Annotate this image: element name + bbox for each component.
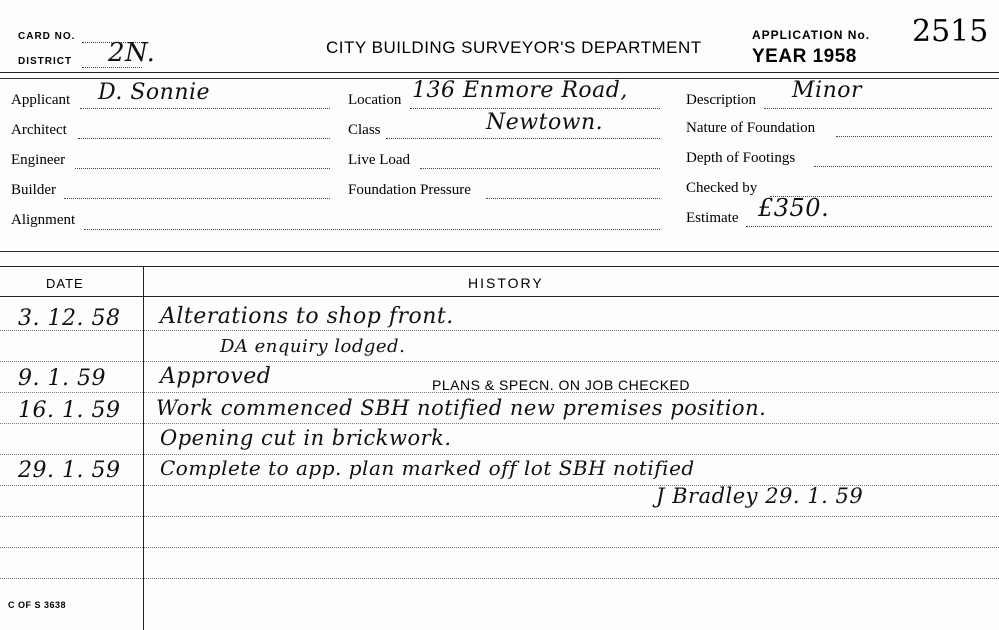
class-value: Newtown. — [486, 110, 604, 135]
row-rule — [0, 454, 999, 455]
location-label: Location — [348, 92, 402, 108]
application-label: APPLICATION No. — [752, 28, 871, 42]
live-load-line — [420, 168, 660, 169]
row-rule — [0, 547, 999, 548]
history-row-text: DA enquiry lodged. — [220, 336, 406, 357]
architect-line — [78, 138, 330, 139]
builder-line — [64, 198, 330, 199]
alignment-line — [84, 229, 660, 230]
history-row-text: Complete to app. plan marked off lot SBH notified — [160, 456, 695, 480]
depth-line — [814, 166, 992, 167]
history-top-rule — [0, 251, 999, 252]
builder-label: Builder — [11, 182, 56, 198]
nature-line — [836, 136, 992, 137]
district-label: DISTRICT — [18, 56, 73, 67]
foundation-pressure-label: Foundation Pressure — [348, 182, 471, 198]
nature-of-foundation-label: Nature of Foundation — [686, 120, 816, 136]
history-row-date: 3. 12. 58 — [18, 306, 121, 331]
history-top-rule-2 — [0, 266, 999, 267]
live-load-label: Live Load — [348, 152, 411, 168]
history-row-date: 29. 1. 59 — [18, 458, 121, 483]
foundation-pressure-line — [486, 198, 660, 199]
history-row-text: Alterations to shop front. — [160, 304, 454, 329]
row-rule — [0, 361, 999, 362]
history-header: HISTORY — [468, 275, 544, 291]
history-header-rule — [0, 296, 999, 297]
engineer-line — [75, 168, 330, 169]
estimate-line — [746, 226, 992, 227]
architect-label: Architect — [11, 122, 67, 138]
estimate-label: Estimate — [686, 210, 739, 226]
row-rule — [0, 330, 999, 331]
date-column-divider — [143, 266, 144, 630]
history-row-text: Work commenced SBH notified new premises position. — [156, 396, 767, 420]
stamp-plans-checked: PLANS & SPECN. ON JOB CHECKED — [432, 377, 691, 393]
history-row-text: Opening cut in brickwork. — [160, 426, 452, 450]
estimate-value: £350. — [758, 194, 830, 222]
signature: J Bradley 29. 1. 59 — [656, 484, 864, 508]
applicant-label: Applicant — [11, 92, 71, 108]
history-row-text: Approved — [160, 364, 272, 389]
class-label: Class — [348, 122, 381, 138]
description-value: Minor — [792, 78, 862, 103]
location-line — [410, 108, 660, 109]
applicant-value: D. Sonnie — [98, 80, 211, 105]
description-line — [764, 108, 992, 109]
row-rule — [0, 516, 999, 517]
history-row-date: 16. 1. 59 — [18, 398, 121, 423]
depth-of-footings-label: Depth of Footings — [686, 150, 796, 166]
district-value: 2N. — [108, 38, 156, 68]
year: YEAR 1958 — [752, 46, 857, 67]
checked-by-label: Checked by — [686, 180, 758, 196]
applicant-line — [80, 108, 330, 109]
class-line — [386, 138, 660, 139]
department-title: CITY BUILDING SURVEYOR'S DEPARTMENT — [326, 38, 702, 57]
form-code: C OF S 3638 — [8, 600, 67, 610]
card-no-label: CARD NO. — [18, 31, 76, 42]
history-row-date: 9. 1. 59 — [18, 366, 106, 391]
alignment-label: Alignment — [11, 212, 76, 228]
application-number: 2515 — [912, 14, 989, 49]
engineer-label: Engineer — [11, 152, 66, 168]
date-header: DATE — [46, 276, 84, 291]
description-label: Description — [686, 92, 756, 108]
row-rule — [0, 578, 999, 579]
header-rule — [0, 72, 999, 73]
row-rule — [0, 423, 999, 424]
location-value: 136 Enmore Road, — [412, 78, 628, 103]
